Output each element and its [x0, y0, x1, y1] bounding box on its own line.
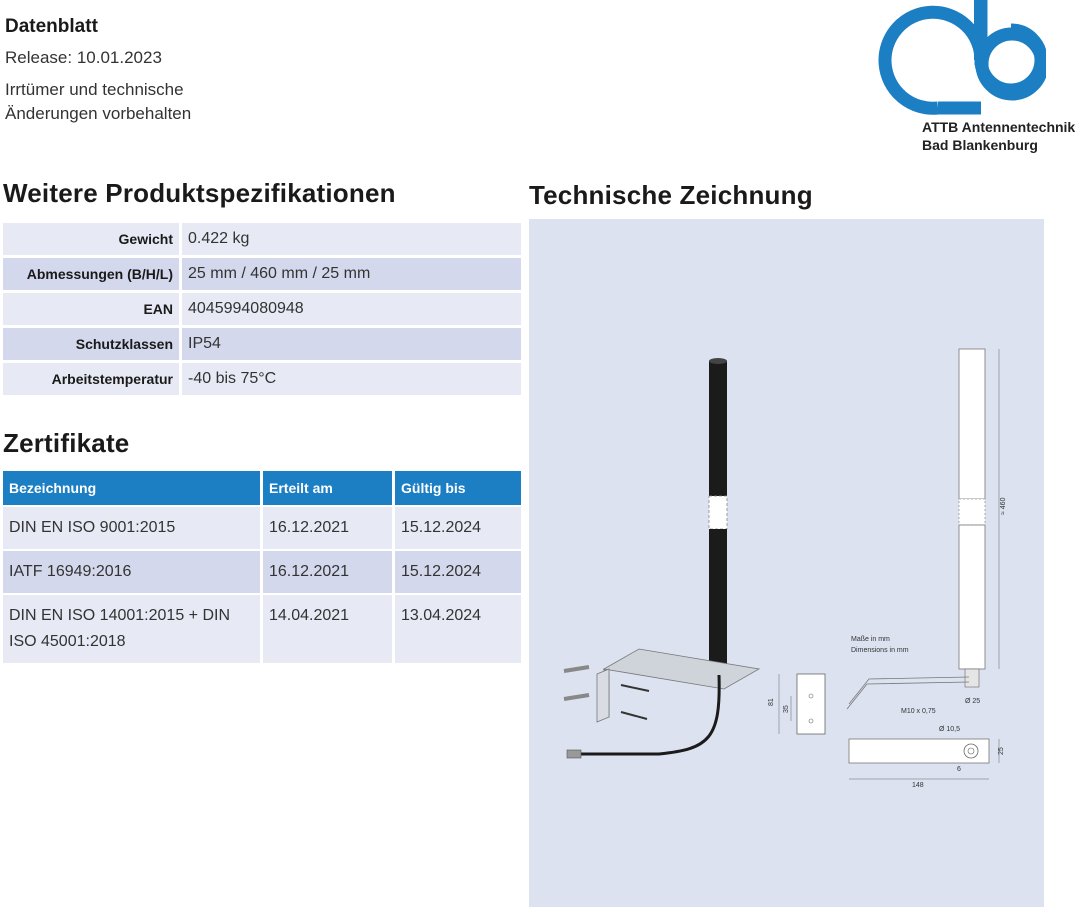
company-line-1: ATTB Antennentechnik [922, 119, 1076, 135]
disclaimer-note: Irrtümer und technische Änderungen vorbehalten [5, 80, 192, 123]
spec-value: -40 bis 75°C [182, 363, 521, 395]
dim-thread: M10 x 0,75 [901, 708, 936, 715]
antenna-elevation [847, 349, 1007, 715]
column-header-issued: Erteilt am [263, 471, 395, 505]
spec-row [3, 363, 521, 395]
bracket-top-view [849, 726, 1005, 789]
spec-value: 0.422 kg [182, 223, 521, 255]
mounting-plate-detail [768, 674, 825, 734]
table-row [3, 551, 521, 593]
technical-drawing [529, 219, 1044, 907]
cert-valid: 15.12.2024 [395, 507, 521, 549]
units-note-en: Dimensions in mm [851, 647, 909, 654]
spec-value: 4045994080948 [182, 293, 521, 325]
dim-offset: 6 [957, 766, 961, 773]
drawing-canvas [529, 219, 1044, 907]
spec-key: Gewicht [3, 223, 182, 255]
spec-key: Arbeitstemperatur [3, 363, 182, 395]
cert-valid: 13.04.2024 [395, 595, 521, 663]
table-row [3, 507, 521, 549]
specs-heading: Weitere Produktspezifikationen [3, 178, 396, 208]
dim-diameter: Ø 25 [965, 698, 981, 705]
drawing-heading: Technische Zeichnung [529, 180, 813, 210]
certificate-table [3, 469, 521, 665]
company-name [922, 118, 1075, 154]
cert-name: DIN EN ISO 14001:2015 + DIN ISO 45001:2018 [3, 595, 263, 663]
spec-key: EAN [3, 293, 182, 325]
dim-mount-height: 81 [768, 698, 775, 706]
cert-issued: 16.12.2021 [263, 551, 395, 593]
cert-issued: 16.12.2021 [263, 507, 395, 549]
column-header-valid: Gültig bis [395, 471, 521, 505]
column-header-name: Bezeichnung [3, 471, 263, 505]
certificates-heading: Zertifikate [3, 428, 130, 458]
company-logo [876, 0, 1046, 115]
table-row [3, 595, 521, 663]
spec-table [3, 220, 521, 398]
cert-name: DIN EN ISO 9001:2015 [3, 507, 263, 549]
cert-name: IATF 16949:2016 [3, 551, 263, 593]
dim-length: 148 [912, 782, 924, 789]
cert-valid: 15.12.2024 [395, 551, 521, 593]
dim-hole-spacing: 35 [783, 705, 790, 713]
cert-issued: 14.04.2021 [263, 595, 395, 663]
spec-row [3, 293, 521, 325]
spec-key: Abmessungen (B/H/L) [3, 258, 182, 290]
dim-bracket-width: 25 [998, 747, 1005, 755]
certificate-header-row [3, 471, 521, 505]
antenna-perspective [564, 358, 759, 758]
spec-value: IP54 [182, 328, 521, 360]
document-title: Datenblatt [5, 16, 98, 37]
spec-row [3, 223, 521, 255]
spec-value: 25 mm / 460 mm / 25 mm [182, 258, 521, 290]
spec-row [3, 258, 521, 290]
dim-height: ≈ 460 [1000, 497, 1007, 515]
release-date: Release: 10.01.2023 [5, 48, 162, 67]
units-note-de: Maße in mm [851, 636, 890, 643]
dim-hole-diameter: Ø 10,5 [939, 726, 961, 733]
spec-row [3, 328, 521, 360]
spec-key: Schutzklassen [3, 328, 182, 360]
company-line-2: Bad Blankenburg [922, 137, 1038, 153]
